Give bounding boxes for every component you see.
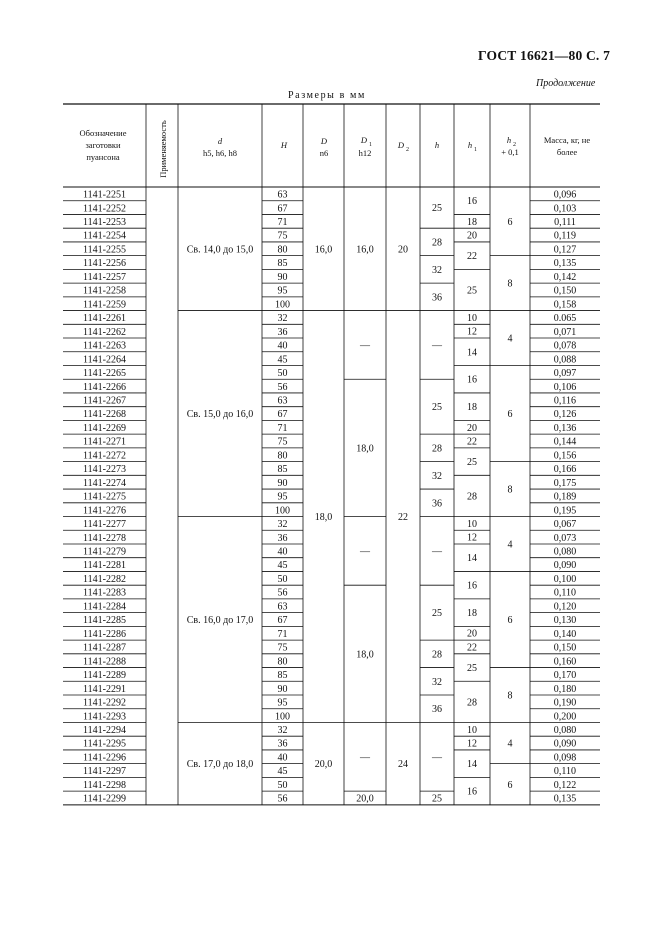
cell-H: 32 bbox=[277, 313, 288, 325]
cell-mass: 0,106 bbox=[553, 381, 577, 393]
cell-mass: 0,073 bbox=[553, 532, 577, 544]
cell-D2-group: 20 bbox=[398, 244, 408, 256]
cell-D2-group: 24 bbox=[398, 759, 408, 771]
cell-D1-group: 20,0 bbox=[356, 793, 374, 805]
cell-h1-group: 20 bbox=[467, 230, 477, 242]
cell-mass: 0,110 bbox=[553, 587, 577, 599]
cell-code: 1141-2282 bbox=[83, 573, 126, 585]
cell-H: 80 bbox=[277, 450, 288, 462]
cell-d-group: Св. 14,0 до 15,0 bbox=[186, 244, 254, 256]
cell-code: 1141-2298 bbox=[83, 779, 126, 791]
cell-H: 95 bbox=[277, 491, 288, 503]
cell-H: 36 bbox=[277, 738, 288, 750]
cell-code: 1141-2299 bbox=[83, 793, 126, 805]
cell-h2-group: 6 bbox=[507, 779, 513, 791]
cell-h1-group: 10 bbox=[467, 312, 477, 324]
table-body bbox=[83, 190, 576, 805]
cell-H: 63 bbox=[277, 395, 288, 407]
cell-code: 1141-2262 bbox=[83, 326, 126, 338]
cell-h-group: 25 bbox=[432, 203, 442, 215]
cell-code: 1141-2285 bbox=[83, 615, 126, 627]
cell-code: 1141-2269 bbox=[83, 422, 126, 434]
cell-code: 1141-2263 bbox=[83, 340, 126, 352]
cell-H: 75 bbox=[277, 230, 288, 242]
cell-h-group: — bbox=[432, 546, 442, 558]
cell-code: 1141-2273 bbox=[83, 464, 126, 476]
cell-h2-group: 8 bbox=[507, 690, 513, 702]
cell-H: 71 bbox=[277, 216, 288, 228]
cell-mass: 0,158 bbox=[553, 299, 577, 311]
header-mass-line1: Масса, кг, не bbox=[543, 135, 591, 145]
cell-h1-group: 22 bbox=[467, 642, 477, 654]
cell-code: 1141-2277 bbox=[83, 519, 126, 531]
cell-H: 45 bbox=[277, 354, 288, 366]
continuation-label: Продолжение bbox=[536, 78, 596, 89]
cell-H: 67 bbox=[277, 203, 288, 215]
cell-h-group: — bbox=[432, 752, 442, 764]
cell-H: 45 bbox=[277, 766, 288, 778]
cell-code: 1141-2281 bbox=[83, 560, 126, 572]
cell-h-group: 25 bbox=[432, 793, 442, 805]
cell-code: 1141-2295 bbox=[83, 738, 126, 750]
cell-h1-group: 12 bbox=[467, 738, 477, 750]
cell-H: 50 bbox=[277, 368, 288, 380]
cell-h1-group: 18 bbox=[467, 216, 477, 228]
cell-mass: 0,090 bbox=[553, 560, 577, 572]
cell-h1-group: 14 bbox=[467, 347, 477, 359]
cell-mass: 0,144 bbox=[553, 436, 577, 448]
cell-h-group: 32 bbox=[432, 676, 442, 688]
cell-h2-group: 8 bbox=[507, 278, 513, 290]
cell-code: 1141-2254 bbox=[83, 230, 126, 242]
cell-code: 1141-2292 bbox=[83, 697, 126, 709]
cell-code: 1141-2256 bbox=[83, 258, 126, 270]
cell-H: 36 bbox=[277, 532, 288, 544]
cell-code: 1141-2271 bbox=[83, 436, 126, 448]
header-D2-subscript: 2 bbox=[406, 147, 409, 153]
cell-mass: 0,096 bbox=[553, 189, 577, 201]
header-D1-subscript: 1 bbox=[369, 142, 372, 148]
cell-mass: 0,136 bbox=[553, 422, 577, 434]
header-oboz-line3: пуансона bbox=[86, 152, 120, 162]
cell-H: 56 bbox=[277, 793, 288, 805]
header-h1-subscript: 1 bbox=[474, 147, 477, 153]
cell-h1-group: 14 bbox=[467, 553, 477, 565]
cell-H: 32 bbox=[277, 519, 288, 531]
cell-h1-group: 18 bbox=[467, 402, 477, 414]
cell-mass: 0,150 bbox=[553, 285, 577, 297]
cell-h-group: 36 bbox=[432, 292, 442, 304]
cell-h-group: 36 bbox=[432, 704, 442, 716]
header-oboz-line1: Обозначение bbox=[79, 128, 127, 138]
cell-mass: 0.065 bbox=[553, 313, 577, 325]
cell-mass: 0,122 bbox=[553, 779, 577, 791]
cell-mass: 0,097 bbox=[553, 368, 577, 380]
cell-h-group: 28 bbox=[432, 237, 442, 249]
cell-code: 1141-2296 bbox=[83, 752, 126, 764]
cell-H: 100 bbox=[275, 505, 290, 517]
cell-mass: 0,160 bbox=[553, 656, 577, 668]
table-header bbox=[80, 120, 591, 178]
cell-mass: 0,142 bbox=[553, 271, 577, 283]
cell-h2-group: 6 bbox=[507, 614, 513, 626]
cell-code: 1141-2279 bbox=[83, 546, 126, 558]
cell-mass: 0,103 bbox=[553, 203, 577, 215]
cell-code: 1141-2288 bbox=[83, 656, 126, 668]
header-D: D bbox=[320, 136, 328, 146]
table-caption: Размеры в мм bbox=[288, 90, 366, 101]
cell-mass: 0,080 bbox=[553, 725, 577, 736]
cell-H: 75 bbox=[277, 436, 288, 448]
cell-D1-group: 18,0 bbox=[356, 649, 374, 661]
cell-h1-group: 16 bbox=[467, 786, 477, 798]
cell-H: 100 bbox=[275, 299, 290, 311]
header-h2-subscript: 2 bbox=[513, 142, 516, 148]
cell-H: 90 bbox=[277, 683, 288, 695]
cell-h2-group: 4 bbox=[507, 539, 513, 551]
header-D1-tolerance: h12 bbox=[358, 148, 372, 158]
cell-mass: 0,111 bbox=[554, 216, 576, 228]
cell-mass: 0,180 bbox=[553, 683, 577, 695]
cell-H: 85 bbox=[277, 464, 288, 476]
cell-mass: 0,150 bbox=[553, 642, 577, 654]
cell-H: 50 bbox=[277, 573, 288, 585]
cell-code: 1141-2289 bbox=[83, 670, 126, 682]
header-d: d bbox=[217, 136, 223, 146]
cell-mass: 0,119 bbox=[553, 230, 577, 242]
cell-h-group: 28 bbox=[432, 649, 442, 661]
header-h2-tolerance: + 0,1 bbox=[501, 147, 519, 157]
cell-h1-group: 25 bbox=[467, 285, 477, 297]
header-h: h bbox=[434, 140, 440, 150]
cell-mass: 0,130 bbox=[553, 615, 577, 627]
header-h1: h bbox=[467, 140, 473, 150]
cell-H: 40 bbox=[277, 752, 288, 764]
cell-h2-group: 8 bbox=[507, 484, 513, 496]
cell-code: 1141-2276 bbox=[83, 505, 126, 517]
cell-h-group: — bbox=[432, 340, 442, 352]
cell-D1-group: 18,0 bbox=[356, 443, 374, 455]
header-D1: D bbox=[360, 135, 368, 145]
cell-H: 50 bbox=[277, 779, 288, 791]
cell-mass: 0,080 bbox=[553, 546, 577, 558]
cell-code: 1141-2259 bbox=[83, 299, 126, 311]
cell-h1-group: 16 bbox=[467, 580, 477, 592]
header-d-tolerance: h5, h6, h8 bbox=[203, 148, 237, 158]
cell-mass: 0,116 bbox=[553, 395, 577, 407]
cell-mass: 0,156 bbox=[553, 450, 577, 462]
cell-D1-group: — bbox=[360, 340, 370, 352]
cell-h1-group: 22 bbox=[467, 436, 477, 448]
cell-h-group: 32 bbox=[432, 264, 442, 276]
cell-D2-group: 22 bbox=[398, 512, 408, 524]
cell-code: 1141-2258 bbox=[83, 285, 126, 297]
cell-mass: 0,110 bbox=[553, 766, 577, 778]
cell-code: 1141-2251 bbox=[83, 189, 126, 201]
cell-H: 32 bbox=[277, 725, 288, 736]
cell-h2-group: 4 bbox=[507, 738, 513, 750]
cell-h2-group: 4 bbox=[507, 333, 513, 345]
cell-code: 1141-2266 bbox=[83, 381, 126, 393]
cell-mass: 0,088 bbox=[553, 354, 577, 366]
cell-h2-group: 6 bbox=[507, 409, 513, 421]
cell-code: 1141-2261 bbox=[83, 313, 126, 325]
cell-mass: 0,100 bbox=[553, 573, 577, 585]
cell-d-group: Св. 15,0 до 16,0 bbox=[186, 409, 254, 421]
cell-H: 85 bbox=[277, 670, 288, 682]
cell-mass: 0,140 bbox=[553, 628, 577, 640]
cell-H: 63 bbox=[277, 601, 288, 613]
page-header: ГОСТ 16621—80 С. 7 bbox=[478, 48, 611, 63]
cell-code: 1141-2265 bbox=[83, 368, 126, 380]
cell-h1-group: 20 bbox=[467, 628, 477, 640]
cell-code: 1141-2294 bbox=[83, 725, 126, 736]
cell-H: 36 bbox=[277, 326, 288, 338]
cell-code: 1141-2291 bbox=[83, 683, 126, 695]
cell-H: 90 bbox=[277, 477, 288, 489]
header-mass-line2: более bbox=[556, 147, 578, 157]
cell-mass: 0,071 bbox=[553, 326, 577, 338]
cell-d-group: Св. 17,0 до 18,0 bbox=[186, 759, 254, 771]
cell-code: 1141-2267 bbox=[83, 395, 126, 407]
cell-H: 80 bbox=[277, 244, 288, 256]
cell-h-group: 25 bbox=[432, 402, 442, 414]
cell-mass: 0,175 bbox=[553, 477, 577, 489]
cell-h1-group: 10 bbox=[467, 518, 477, 530]
cell-H: 95 bbox=[277, 697, 288, 709]
cell-H: 56 bbox=[277, 381, 288, 393]
cell-code: 1141-2283 bbox=[83, 587, 126, 599]
header-H: H bbox=[280, 140, 288, 150]
cell-mass: 0,170 bbox=[553, 670, 577, 682]
cell-mass: 0,078 bbox=[553, 340, 577, 352]
cell-mass: 0,098 bbox=[553, 752, 577, 764]
cell-D1-group: 16,0 bbox=[356, 244, 374, 256]
cell-mass: 0,126 bbox=[553, 409, 577, 421]
header-oboz-line2: заготовки bbox=[85, 140, 121, 150]
cell-D-group: 20,0 bbox=[314, 759, 333, 771]
table-grid bbox=[63, 104, 600, 805]
cell-h1-group: 28 bbox=[467, 491, 477, 503]
cell-code: 1141-2293 bbox=[83, 711, 126, 723]
cell-D1-group: — bbox=[360, 546, 370, 558]
cell-h1-group: 16 bbox=[467, 196, 477, 208]
cell-h-group: 36 bbox=[432, 498, 442, 510]
cell-code: 1141-2255 bbox=[83, 244, 126, 256]
cell-h1-group: 14 bbox=[467, 759, 477, 771]
cell-mass: 0,190 bbox=[553, 697, 577, 709]
cell-mass: 0,135 bbox=[553, 793, 577, 805]
cell-d-group: Св. 16,0 до 17,0 bbox=[186, 614, 254, 626]
cell-code: 1141-2286 bbox=[83, 628, 126, 640]
cell-H: 63 bbox=[277, 189, 288, 201]
header-D2: D bbox=[397, 140, 405, 150]
header-primenyaemost: Применяемость bbox=[158, 120, 168, 178]
cell-H: 40 bbox=[277, 340, 288, 352]
cell-H: 80 bbox=[277, 656, 288, 668]
cell-mass: 0,195 bbox=[553, 505, 577, 517]
cell-code: 1141-2278 bbox=[83, 532, 126, 544]
cell-H: 67 bbox=[277, 409, 288, 421]
cell-h2-group: 6 bbox=[507, 216, 513, 228]
cell-D-group: 16,0 bbox=[314, 244, 333, 256]
cell-h1-group: 20 bbox=[467, 422, 477, 434]
cell-mass: 0,135 bbox=[553, 258, 577, 270]
cell-code: 1141-2252 bbox=[83, 203, 126, 215]
cell-h-group: 28 bbox=[432, 443, 442, 455]
cell-H: 56 bbox=[277, 587, 288, 599]
cell-H: 95 bbox=[277, 285, 288, 297]
header-D-tolerance: n6 bbox=[319, 148, 329, 158]
header-h2: h bbox=[506, 135, 512, 145]
cell-h1-group: 25 bbox=[467, 663, 477, 675]
cell-H: 85 bbox=[277, 258, 288, 270]
cell-H: 45 bbox=[277, 560, 288, 572]
cell-code: 1141-2268 bbox=[83, 409, 126, 421]
cell-mass: 0,127 bbox=[553, 244, 577, 256]
cell-H: 40 bbox=[277, 546, 288, 558]
cell-H: 71 bbox=[277, 422, 288, 434]
cell-code: 1141-2274 bbox=[83, 477, 126, 489]
cell-h1-group: 18 bbox=[467, 608, 477, 620]
cell-h1-group: 25 bbox=[467, 457, 477, 469]
cell-H: 71 bbox=[277, 628, 288, 640]
cell-h1-group: 22 bbox=[467, 251, 477, 263]
cell-mass: 0,067 bbox=[553, 519, 577, 531]
cell-code: 1141-2275 bbox=[83, 491, 126, 503]
cell-h1-group: 16 bbox=[467, 374, 477, 386]
cell-h1-group: 12 bbox=[467, 532, 477, 544]
cell-mass: 0,090 bbox=[553, 738, 577, 750]
cell-H: 90 bbox=[277, 271, 288, 283]
cell-D-group: 18,0 bbox=[314, 512, 333, 524]
cell-h-group: 25 bbox=[432, 608, 442, 620]
cell-mass: 0,200 bbox=[553, 711, 577, 723]
cell-mass: 0,166 bbox=[553, 464, 577, 476]
cell-H: 67 bbox=[277, 615, 288, 627]
cell-H: 75 bbox=[277, 642, 288, 654]
cell-code: 1141-2272 bbox=[83, 450, 126, 462]
cell-D1-group: — bbox=[360, 752, 370, 764]
cell-H: 100 bbox=[275, 711, 290, 723]
cell-code: 1141-2297 bbox=[83, 766, 126, 778]
cell-h1-group: 10 bbox=[467, 724, 477, 736]
cell-code: 1141-2264 bbox=[83, 354, 126, 366]
cell-code: 1141-2257 bbox=[83, 271, 126, 283]
cell-h1-group: 28 bbox=[467, 697, 477, 709]
cell-code: 1141-2284 bbox=[83, 601, 126, 613]
cell-mass: 0,120 bbox=[553, 601, 577, 613]
cell-h-group: 32 bbox=[432, 470, 442, 482]
cell-code: 1141-2287 bbox=[83, 642, 126, 654]
cell-mass: 0,189 bbox=[553, 491, 577, 503]
cell-h1-group: 12 bbox=[467, 326, 477, 338]
cell-code: 1141-2253 bbox=[83, 216, 126, 228]
